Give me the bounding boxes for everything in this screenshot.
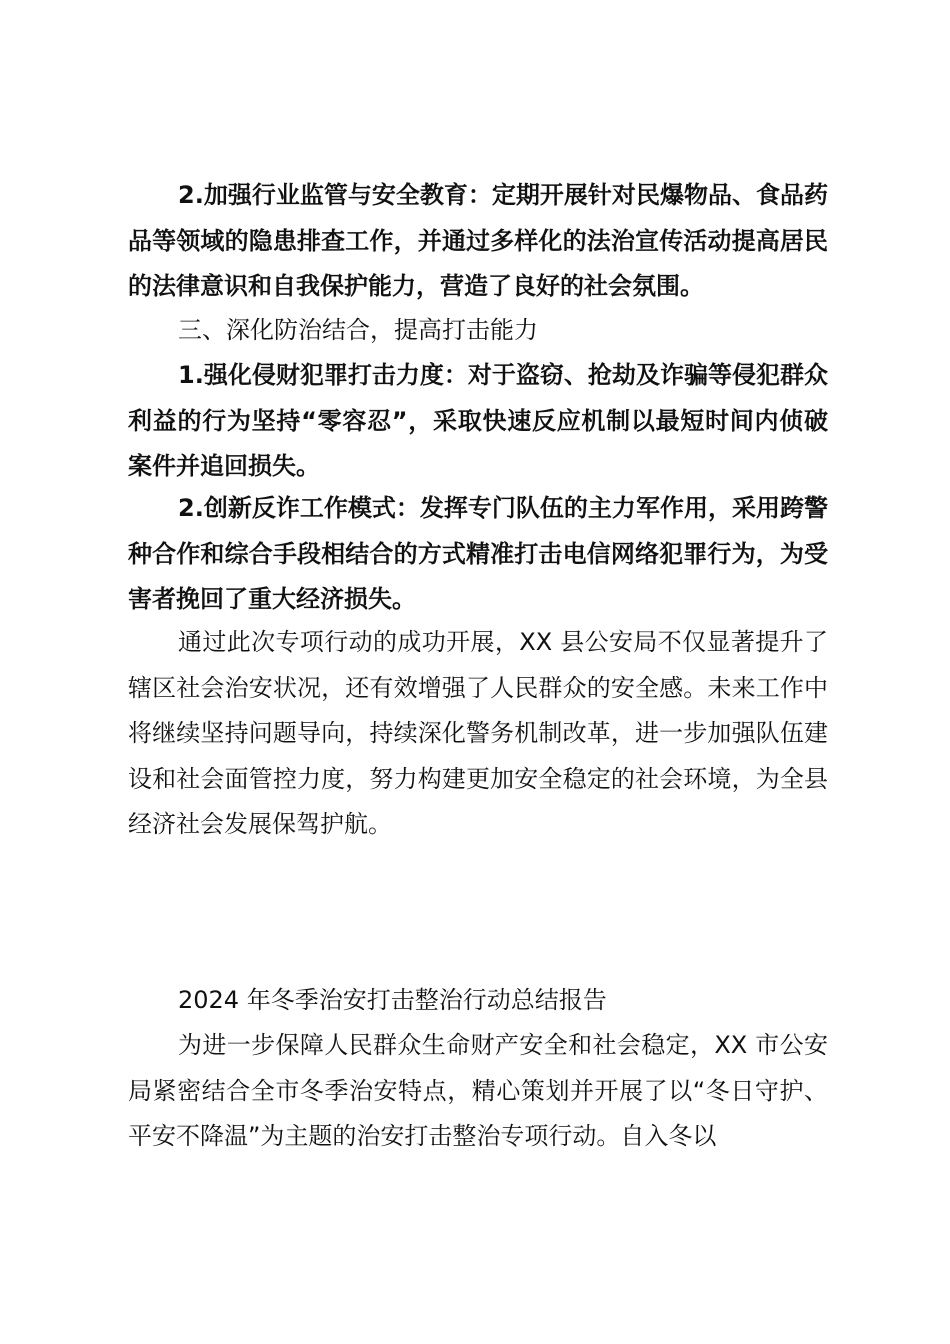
section-2-item-2-paragraph: 2.加强行业监管与安全教育：定期开展针对民爆物品、食品药品等领域的隐患排查工作，并通过多样化的法治宣传活动提高居民的法律意识和自我保护能力，营造了良好的社会氛围。 bbox=[128, 181, 828, 300]
section-3-item-1-paragraph: 1.强化侵财犯罪打击力度：对于盗窃、抢劫及诈骗等侵犯群众利益的行为坚持“零容忍”，采取快速反应机制以最短时间内侦破案件并追回损失。 bbox=[128, 361, 828, 480]
report-title: 2024 年冬季治安打击整治行动总结报告 bbox=[178, 986, 607, 1014]
section-3-heading: 三、深化防治结合，提高打击能力 bbox=[178, 316, 538, 344]
report-intro-paragraph: 为进一步保障人民群众生命财产安全和社会稳定，XX 市公安局紧密结合全市冬季治安特点，精心策划并开展了以“冬日守护、平安不降温”为主题的治安打击整治专项行动。自入冬以 bbox=[128, 1031, 828, 1150]
section-3-item-2-paragraph: 2.创新反诈工作模式：发挥专门队伍的主力军作用，采用跨警种合作和综合手段相结合的方式精准打击电信网络犯罪行为，为受害者挽回了重大经济损失。 bbox=[128, 494, 828, 613]
conclusion-paragraph: 通过此次专项行动的成功开展，XX 县公安局不仅显著提升了辖区社会治安状况，还有效增强了人民群众的安全感。未来工作中将继续坚持问题导向，持续深化警务机制改革，进一步加强队伍建设和社会面管控力度，努力构建更加安全稳定的社会环境，为全县经济社会发展保驾护航。 bbox=[128, 628, 828, 838]
